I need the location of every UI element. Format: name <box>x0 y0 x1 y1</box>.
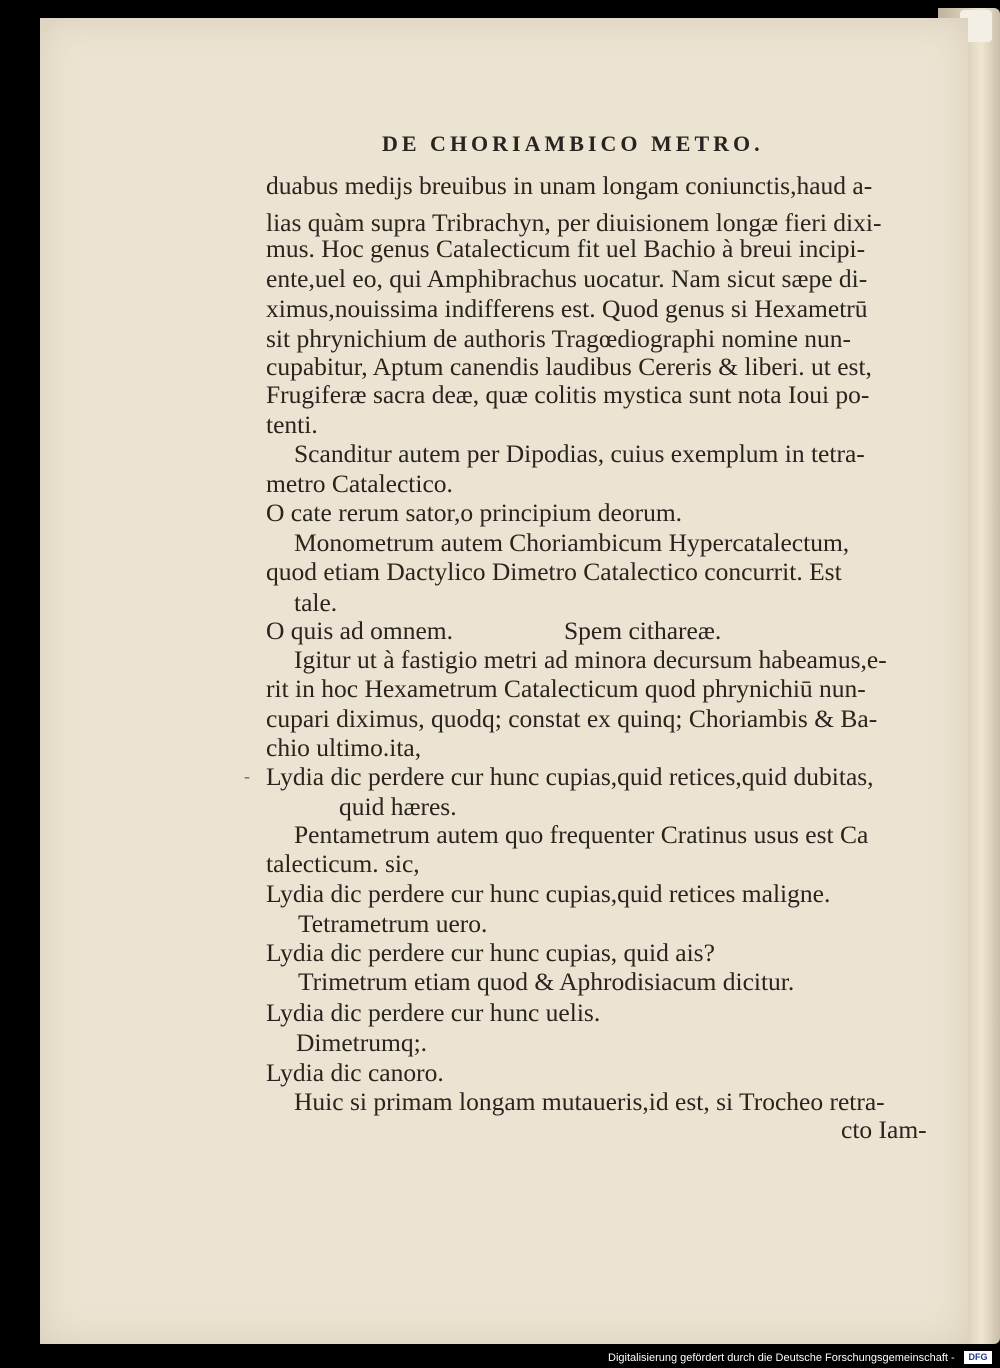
body-line: metro Catalectico. <box>266 469 453 498</box>
body-line: sit phrynichium de authoris Tragœdiographi nomine nun- <box>266 324 852 353</box>
body-line: cupabitur, Aptum canendis laudibus Cereris & liberi. ut est, <box>266 352 872 381</box>
verse-line: Lydia dic perdere cur hunc cupias,quid retices,quid dubitas, <box>266 762 874 791</box>
body-line: ximus,nouissima indifferens est. Quod genus si Hexametrū <box>266 294 868 323</box>
body-line: ente,uel eo, qui Amphibrachus uocatur. Nam sicut sæpe di- <box>266 264 868 293</box>
body-line: Igitur ut à fastigio metri ad minora decursum habeamus,e- <box>294 645 887 674</box>
body-line: duabus medijs breuibus in unam longam coniunctis,haud a- <box>266 171 873 200</box>
running-head: DE CHORIAMBICO METRO. <box>382 131 764 156</box>
margin-mark: - <box>244 766 250 786</box>
body-line: talecticum. sic, <box>266 849 420 878</box>
verse-line: Lydia dic perdere cur hunc cupias, quid ais? <box>266 938 715 967</box>
body-line: Pentametrum autem quo frequenter Cratinus usus est Ca <box>294 820 869 849</box>
catchword: cto Iam- <box>841 1115 927 1144</box>
body-line: rit in hoc Hexametrum Catalecticum quod phrynichiū nun- <box>266 674 866 703</box>
verse-line: O quis ad omnem. <box>266 616 453 645</box>
body-line: cupari diximus, quodq; constat ex quinq; Choriambis & Ba- <box>266 704 878 733</box>
body-line: tenti. <box>266 410 318 439</box>
dfg-logo: DFG <box>964 1351 992 1364</box>
verse-line: Lydia dic perdere cur hunc cupias,quid retices maligne. <box>266 879 831 908</box>
body-line: Frugiferæ sacra deæ, quæ colitis mystica sunt nota Ioui po- <box>266 380 870 409</box>
body-line: Huic si primam longam mutaueris,id est, si Trocheo retra- <box>294 1087 885 1116</box>
verse-line: O cate rerum sator,o principium deorum. <box>266 498 683 527</box>
verse-line: quid hæres. <box>339 792 457 821</box>
body-line: lias quàm supra Tribrachyn, per diuisionem longæ fieri dixi- <box>266 208 882 237</box>
body-line: Trimetrum etiam quod & Aphrodisiacum dicitur. <box>298 967 795 996</box>
verse-line: Lydia dic canoro. <box>266 1058 444 1087</box>
body-line: mus. Hoc genus Catalecticum fit uel Bachio à breui incipi- <box>266 234 866 263</box>
footer-credit: Digitalisierung gefördert durch die Deutsche Forschungsgemeinschaft - <box>608 1352 955 1364</box>
body-line: quod etiam Dactylico Dimetro Catalectico concurrit. Est <box>266 557 842 586</box>
body-line: Monometrum autem Choriambicum Hypercatalectum, <box>294 528 850 557</box>
body-line: chio ultimo.ita, <box>266 733 422 762</box>
verse-line: Spem cithareæ. <box>564 616 722 645</box>
verse-line: Lydia dic perdere cur hunc uelis. <box>266 998 601 1027</box>
body-line: Dimetrumq;. <box>296 1028 428 1057</box>
body-line: tale. <box>294 588 338 617</box>
body-line: Scanditur autem per Dipodias, cuius exemplum in tetra- <box>294 439 865 468</box>
body-line: Tetrametrum uero. <box>298 909 488 938</box>
